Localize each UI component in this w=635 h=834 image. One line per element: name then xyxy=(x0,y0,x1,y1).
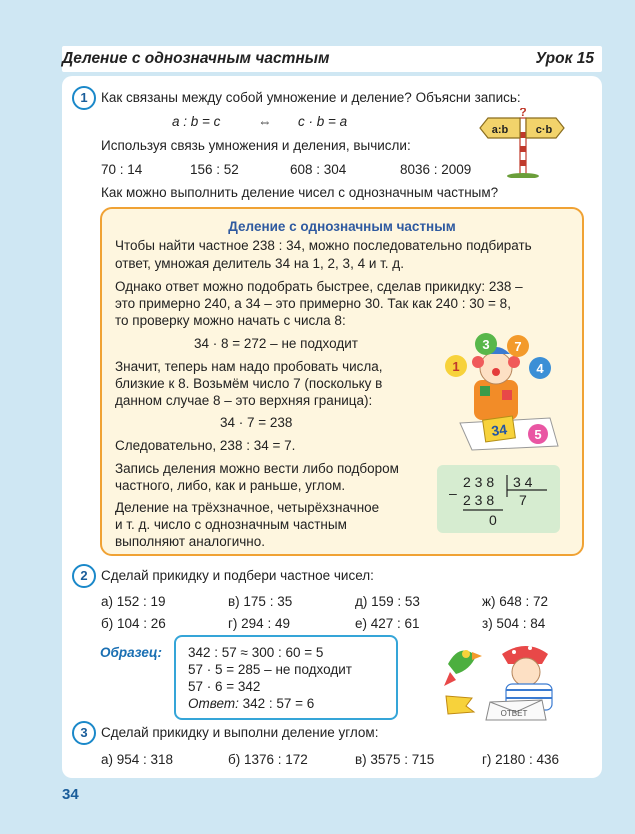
formula-right: c · b = a xyxy=(298,114,348,129)
sign-question-mark: ? xyxy=(519,108,527,119)
rule-text: и т. д. число с однозначным частным xyxy=(115,517,347,532)
task-3-question: Сделай прикидку и выполни деление углом: xyxy=(101,725,379,740)
sign-left-text: a:b xyxy=(491,124,509,136)
task-3-number: 3 xyxy=(72,721,96,745)
clown-ball-1: 1 xyxy=(452,359,460,374)
rule-text: близкие к 8. Возьмём число 7 (поскольку в xyxy=(115,376,383,391)
long-division-minus: – xyxy=(449,485,457,501)
task-2-number: 2 xyxy=(72,564,96,588)
task-3-example: б) 1376 : 172 xyxy=(228,752,308,767)
formula-left: a : b = c xyxy=(172,114,221,129)
rule-text: Деление на трёхзначное, четырёхзначное xyxy=(115,500,380,515)
sample-label: Образец: xyxy=(100,645,163,660)
rule-text: Запись деления можно вести либо подбором xyxy=(115,461,399,476)
example-4: 8036 : 2009 xyxy=(400,162,472,177)
long-division-quotient: 7 xyxy=(519,492,527,508)
task-2-example: г) 294 : 49 xyxy=(228,616,290,631)
rule-text: Значит, теперь нам надо пробовать числа, xyxy=(115,359,383,374)
rule-calc-1: 34 · 8 = 272 – не подходит xyxy=(194,336,358,351)
task-2-example: е) 427 : 61 xyxy=(355,616,420,631)
rule-text: выполняют аналогично. xyxy=(115,534,266,549)
sign-right-text: c·b xyxy=(535,124,553,136)
sample-answer: 342 : 57 = 6 xyxy=(242,696,315,711)
sample-line: 57 · 6 = 342 xyxy=(188,679,261,694)
task-2-example: з) 504 : 84 xyxy=(482,616,546,631)
pirate-parrot-illustration xyxy=(430,636,568,722)
clown-ball-5: 5 xyxy=(534,427,542,442)
sample-line: 342 : 57 ≈ 300 : 60 = 5 xyxy=(188,645,324,660)
task-1-number: 1 xyxy=(72,86,96,110)
clown-ball-7: 7 xyxy=(514,339,522,354)
rule-calc-2: 34 · 7 = 238 xyxy=(220,415,293,430)
equivalence-symbol: ⇔ xyxy=(258,114,272,129)
example-2: 156 : 52 xyxy=(190,162,239,177)
sample-answer-label: Ответ: xyxy=(188,696,239,711)
long-division-dividend: 2 3 8 xyxy=(463,474,495,490)
page-number: 34 xyxy=(62,786,79,803)
task-1-question: Как связаны между собой умножение и деление? Объясни запись: xyxy=(101,90,521,105)
sample-line: 57 · 5 = 285 – не подходит xyxy=(188,662,352,677)
rule-title: Деление с однозначным частным xyxy=(228,219,456,234)
rule-text: то проверку можно начать с числа 8: xyxy=(115,313,346,328)
rule-text: Однако ответ можно подобрать быстрее, сделав прикидку: 238 – xyxy=(115,279,523,294)
long-division xyxy=(437,465,560,533)
signpost-illustration xyxy=(476,108,568,178)
rule-text: Чтобы найти частное 238 : 34, можно последовательно подбирать xyxy=(115,238,532,253)
long-division-subtrahend: 2 3 8 xyxy=(463,492,495,508)
task-1-instruction: Используя связь умножения и деления, вычисли: xyxy=(101,138,411,153)
task-2-example: ж) 648 : 72 xyxy=(482,594,549,609)
clown-ball-4: 4 xyxy=(536,361,544,376)
rule-text: частного, либо, как и раньше, углом. xyxy=(115,478,346,493)
rule-text: данном случае 8 – это верхняя граница): xyxy=(115,393,373,408)
task-3-example: а) 954 : 318 xyxy=(101,752,174,767)
rule-text: это примерно 240, а 34 – это примерно 30. Так как 240 : 30 = 8, xyxy=(115,296,511,311)
page-header xyxy=(62,46,602,72)
task-3-example: в) 3575 : 715 xyxy=(355,752,435,767)
page-title: Деление с однозначным частным xyxy=(62,50,330,67)
rule-conclusion: Следовательно, 238 : 34 = 7. xyxy=(115,438,296,453)
lesson-label: Урок 15 xyxy=(535,50,594,67)
task-1-question-2: Как можно выполнить деление чисел с однозначным частным? xyxy=(101,185,499,200)
task-3-example: г) 2180 : 436 xyxy=(482,752,559,767)
example-1: 70 : 14 xyxy=(101,162,143,177)
clown-illustration xyxy=(432,328,562,453)
long-division-divisor: 3 4 xyxy=(513,474,533,490)
task-2-example: д) 159 : 53 xyxy=(355,594,420,609)
clown-card-number: 34 xyxy=(490,420,508,439)
task-2-example: а) 152 : 19 xyxy=(101,594,166,609)
long-division-remainder: 0 xyxy=(489,512,497,528)
envelope-text: ОТВЕТ xyxy=(500,709,528,718)
example-3: 608 : 304 xyxy=(290,162,347,177)
task-2-question: Сделай прикидку и подбери частное чисел: xyxy=(101,568,374,583)
rule-text: ответ, умножая делитель 34 на 1, 2, 3, 4 и т. д. xyxy=(115,256,404,271)
clown-ball-3: 3 xyxy=(482,337,490,352)
task-2-example: б) 104 : 26 xyxy=(101,616,166,631)
task-2-example: в) 175 : 35 xyxy=(228,594,293,609)
